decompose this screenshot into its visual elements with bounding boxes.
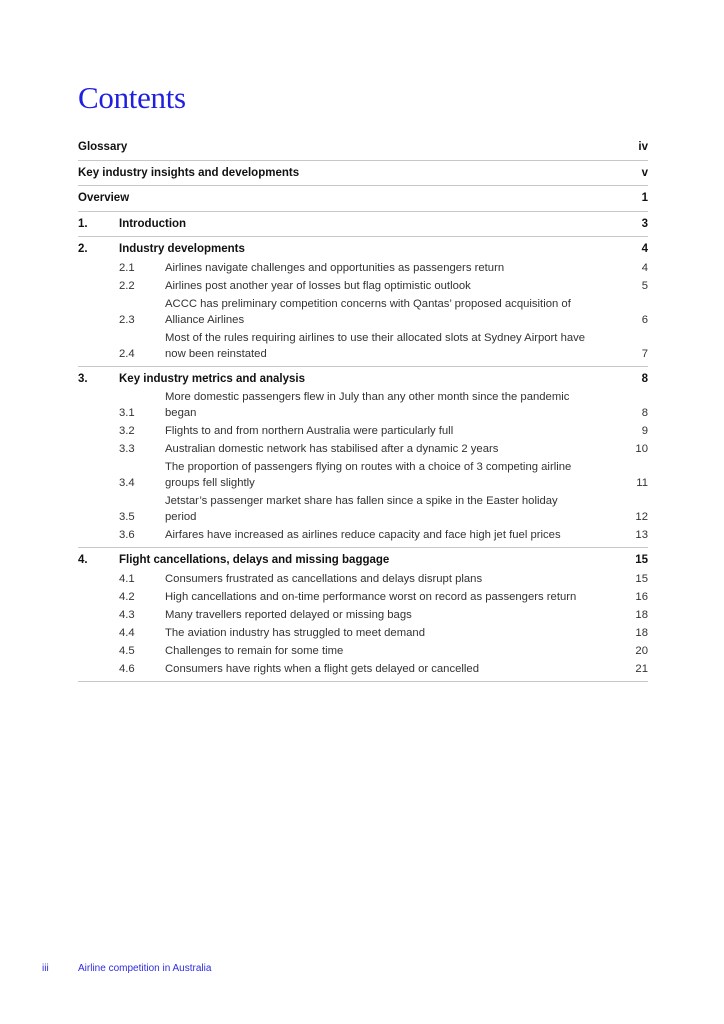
toc-entry-title: High cancellations and on-time performance worst on record as passengers return bbox=[165, 590, 577, 603]
toc-entry-page: 8 bbox=[641, 372, 648, 385]
toc-section[interactable] bbox=[78, 606, 648, 624]
toc-entry-page: 15 bbox=[635, 572, 648, 585]
toc-entry-number: 3.3 bbox=[119, 443, 135, 455]
toc-entry-number: 3. bbox=[78, 372, 88, 385]
toc-section[interactable] bbox=[78, 526, 648, 548]
toc-entry-title: Industry developments bbox=[119, 243, 245, 255]
toc-entry-number: 4. bbox=[78, 554, 88, 566]
chapters bbox=[78, 212, 648, 682]
toc-entry-page: 16 bbox=[635, 590, 648, 603]
toc-entry-number: 3.1 bbox=[119, 407, 135, 419]
toc-entry-title: Most of the rules requiring airlines to use their allocated slots at Sydney Airport have now been reinstated bbox=[165, 331, 586, 360]
toc-entry-page: iv bbox=[638, 141, 648, 153]
toc-entry-page: 4 bbox=[641, 243, 648, 255]
toc-entry-number: 2.4 bbox=[119, 347, 135, 360]
toc-chapter[interactable] bbox=[78, 367, 648, 389]
toc-entry-title: Challenges to remain for some time bbox=[165, 644, 344, 657]
toc-entry-page: 8 bbox=[641, 407, 648, 419]
toc-section[interactable] bbox=[78, 295, 648, 329]
toc-entry-title: ACCC has preliminary competition concerns with Qantas’ proposed acquisition of Alliance Airlines bbox=[165, 297, 571, 326]
toc-entry-title: Airlines navigate challenges and opportunities as passengers return bbox=[165, 261, 505, 274]
toc-entry-title: Flights to and from northern Australia were particularly full bbox=[165, 425, 454, 437]
toc-entry-page: 12 bbox=[635, 511, 648, 523]
toc-entry-number: 4.1 bbox=[119, 572, 135, 585]
toc-entry-page: 21 bbox=[635, 662, 648, 675]
toc-section[interactable] bbox=[78, 624, 648, 642]
toc-section[interactable] bbox=[78, 492, 648, 526]
toc-entry-page: 20 bbox=[635, 644, 648, 657]
toc-section[interactable] bbox=[78, 458, 648, 492]
toc-section[interactable] bbox=[78, 422, 648, 440]
toc-entry[interactable] bbox=[78, 161, 648, 187]
toc-entry-number: 3.5 bbox=[119, 511, 135, 523]
toc-entry-number: 4.4 bbox=[119, 626, 135, 639]
toc-entry-page: 9 bbox=[641, 425, 648, 437]
toc-section[interactable] bbox=[78, 329, 648, 367]
footer-page-number: iii bbox=[42, 963, 49, 974]
toc-section[interactable] bbox=[78, 642, 648, 660]
toc-entry-title: Australian domestic network has stabilised after a dynamic 2 years bbox=[165, 443, 499, 455]
toc-entry-title: Key industry metrics and analysis bbox=[119, 372, 305, 385]
toc-entry-page: 10 bbox=[635, 443, 648, 455]
top-entries bbox=[78, 135, 648, 212]
toc-entry-number: 4.3 bbox=[119, 608, 135, 621]
toc-entry[interactable] bbox=[78, 186, 648, 212]
toc-entry-number: 2.3 bbox=[119, 313, 135, 326]
table-of-contents bbox=[78, 135, 648, 682]
toc-section[interactable] bbox=[78, 277, 648, 295]
page-title: Contents bbox=[78, 80, 186, 115]
toc-entry-title: Overview bbox=[78, 192, 130, 204]
toc-entry-page: 18 bbox=[635, 608, 648, 621]
toc-chapter[interactable] bbox=[78, 237, 648, 259]
toc-entry-number: 2. bbox=[78, 243, 88, 255]
toc-entry-page: 6 bbox=[641, 313, 648, 326]
toc-section[interactable] bbox=[78, 259, 648, 277]
toc-entry-number: 2.2 bbox=[119, 279, 135, 292]
toc-entry-number: 4.2 bbox=[119, 590, 135, 603]
toc-chapter[interactable] bbox=[78, 212, 648, 238]
footer-document-title: Airline competition in Australia bbox=[78, 963, 212, 974]
toc-entry-title: The aviation industry has struggled to meet demand bbox=[165, 626, 425, 639]
toc-entry-page: 11 bbox=[636, 477, 648, 489]
toc-entry-title: Flight cancellations, delays and missing baggage bbox=[119, 554, 390, 566]
toc-entry-number: 1. bbox=[78, 217, 88, 230]
toc-entry-number: 4.5 bbox=[119, 644, 135, 657]
toc-entry-title: The proportion of passengers flying on routes with a choice of 3 competing airline groups fell slightly bbox=[165, 461, 572, 489]
toc-entry-number: 3.6 bbox=[119, 529, 135, 541]
toc-entry-title: Glossary bbox=[78, 141, 128, 153]
toc-entry-page: 7 bbox=[641, 347, 648, 360]
toc-entry-number: 4.6 bbox=[119, 662, 135, 675]
toc-entry-title: Consumers frustrated as cancellations and delays disrupt plans bbox=[165, 572, 483, 585]
toc-entry-title: Airfares have increased as airlines reduce capacity and face high jet fuel prices bbox=[165, 529, 561, 541]
toc-entry-page: 3 bbox=[641, 217, 648, 230]
toc-entry-page: 4 bbox=[641, 261, 648, 274]
toc-entry-page: 18 bbox=[635, 626, 648, 639]
toc-entry-number: 2.1 bbox=[119, 261, 135, 274]
toc-section[interactable] bbox=[78, 440, 648, 458]
toc-entry-title: Key industry insights and developments bbox=[78, 166, 300, 179]
toc-entry-number: 3.4 bbox=[119, 477, 135, 489]
toc-section[interactable] bbox=[78, 588, 648, 606]
toc-entry-title: Introduction bbox=[119, 217, 187, 230]
toc-section[interactable] bbox=[78, 570, 648, 588]
toc-entry-title: More domestic passengers flew in July than any other month since the pandemic began bbox=[165, 391, 570, 419]
toc-section[interactable] bbox=[78, 388, 648, 422]
toc-entry[interactable] bbox=[78, 135, 648, 161]
toc-entry-title: Airlines post another year of losses but flag optimistic outlook bbox=[165, 279, 471, 292]
toc-entry-page: v bbox=[641, 166, 648, 179]
toc-entry-title: Jetstar’s passenger market share has fallen since a spike in the Easter holiday period bbox=[165, 495, 558, 523]
page-footer bbox=[42, 963, 211, 974]
toc-entry-page: 15 bbox=[635, 554, 648, 566]
toc-entry-page: 13 bbox=[635, 529, 648, 541]
toc-entry-page: 1 bbox=[641, 192, 648, 204]
toc-entry-title: Many travellers reported delayed or missing bags bbox=[165, 608, 412, 621]
toc-entry-number: 3.2 bbox=[119, 425, 135, 437]
toc-chapter[interactable] bbox=[78, 548, 648, 570]
toc-entry-title: Consumers have rights when a flight gets delayed or cancelled bbox=[165, 662, 479, 675]
toc-section[interactable] bbox=[78, 660, 648, 682]
toc-entry-page: 5 bbox=[641, 279, 648, 292]
